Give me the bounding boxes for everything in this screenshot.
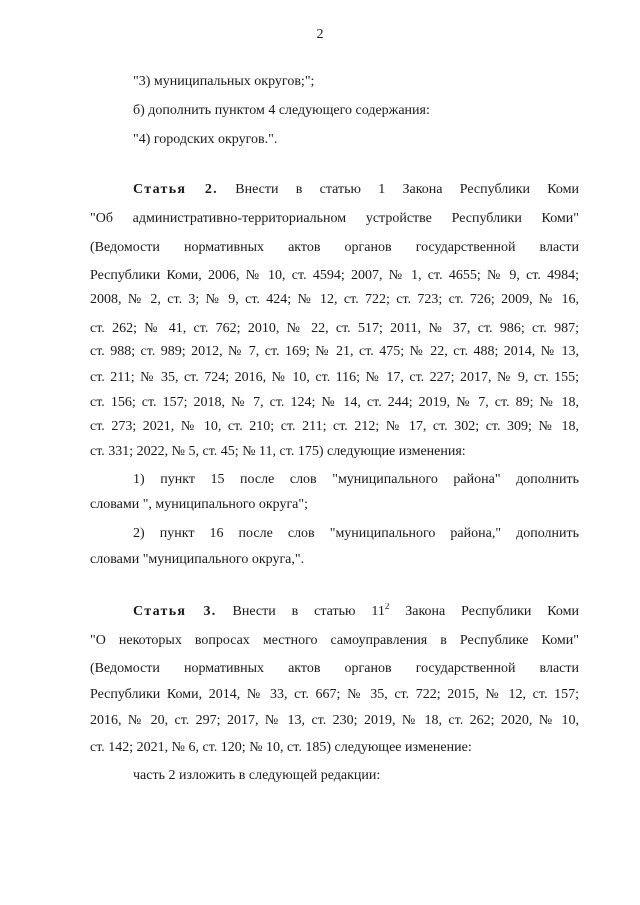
- article-2-line: Республики Коми, 2006, № 10, ст. 4594; 2007, № 1, ст. 4655; № 9, ст. 4984;: [90, 268, 579, 283]
- intro-line-1: "3) муниципальных округов;";: [133, 74, 315, 89]
- article-2-item-2-line-2: словами "муниципального округа,".: [90, 552, 305, 567]
- article-3-first-line: [133, 603, 579, 621]
- intro-line-3: "4) городских округов.".: [133, 132, 278, 147]
- article-3-part-2: часть 2 изложить в следующей редакции:: [133, 768, 381, 783]
- article-3-heading: Статья 3.: [133, 604, 217, 619]
- article-3-superscript: 2: [384, 603, 390, 611]
- article-2-line: ст. 988; ст. 989; 2012, № 7, ст. 169; № 21, ст. 475; № 22, ст. 488; 2014, № 13,: [90, 344, 579, 359]
- article-3-line: (Ведомости нормативных актов органов государственной власти: [90, 661, 579, 676]
- article-2-item-2-line-1: 2) пункт 16 после слов "муниципального района," дополнить: [133, 526, 579, 541]
- article-3-line: "О некоторых вопросах местного самоуправления в Республике Коми": [90, 633, 579, 648]
- article-2-line: "Об административно-территориальном устройстве Республики Коми": [90, 211, 579, 226]
- article-3-line: Республики Коми, 2014, № 33, ст. 667; № 35, ст. 722; 2015, № 12, ст. 157;: [90, 687, 579, 702]
- article-2-item-1-line-2: словами ", муниципального округа";: [90, 497, 308, 512]
- article-3-line-0: Внести в статью $11^2$ Закона Республики Коми: [232, 603, 579, 619]
- article-2-item-1-line-1: 1) пункт 15 после слов "муниципального района" дополнить: [133, 472, 579, 487]
- article-2-line: ст. 156; ст. 157; 2018, № 7, ст. 124; № 14, ст. 244; 2019, № 7, ст. 89; № 18,: [90, 395, 579, 410]
- article-2-line: ст. 262; № 41, ст. 762; 2010, № 22, ст. 517; 2011, № 37, ст. 986; ст. 987;: [90, 321, 579, 336]
- article-2-line: (Ведомости нормативных актов органов государственной власти: [90, 240, 579, 255]
- article-2-line: 2008, № 2, ст. 3; № 9, ст. 424; № 12, ст. 722; ст. 723; ст. 726; 2009, № 16,: [90, 292, 579, 307]
- article-3-line: 2016, № 20, ст. 297; 2017, № 13, ст. 230; 2019, № 18, ст. 262; 2020, № 10,: [90, 713, 579, 728]
- article-3-line-last: ст. 142; 2021, № 6, ст. 120; № 10, ст. 185) следующее изменение:: [90, 740, 472, 755]
- article-2-heading: Статья 2.: [133, 182, 218, 197]
- article-2-line-last: ст. 331; 2022, № 5, ст. 45; № 11, ст. 175) следующие изменения:: [90, 444, 466, 459]
- article-2-first-line: [133, 181, 579, 199]
- intro-line-2: б) дополнить пунктом 4 следующего содержания:: [133, 103, 430, 118]
- article-2-line: ст. 273; 2021, № 10, ст. 210; ст. 211; ст. 212; № 17, ст. 302; ст. 309; № 18,: [90, 419, 579, 434]
- article-2-line: ст. 211; № 35, ст. 724; 2016, № 10, ст. 116; № 17, ст. 227; 2017, № 9, ст. 155;: [90, 370, 579, 385]
- page-number: 2: [316, 27, 324, 42]
- article-2-line-0: Внести в статью 1 Закона Республики Коми: [235, 182, 579, 197]
